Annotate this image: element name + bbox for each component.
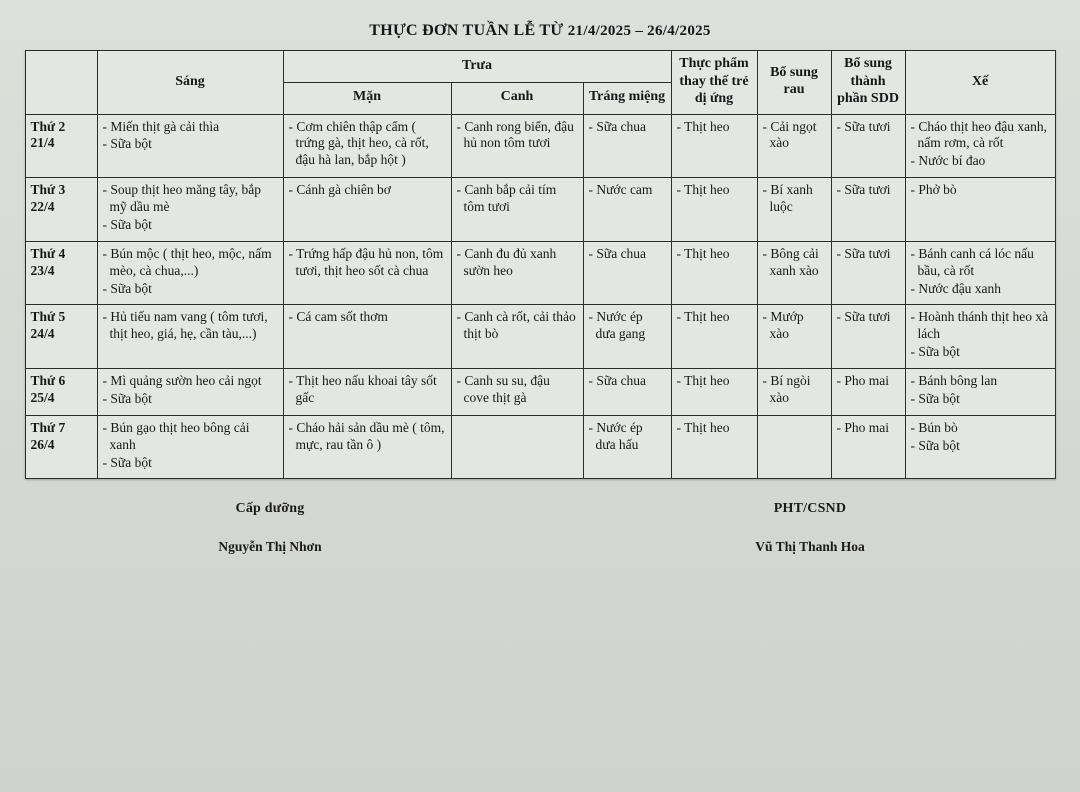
day-date: 26/4 xyxy=(30,436,55,452)
cell-thay-the xyxy=(671,114,757,178)
list-item: - Sữa chua xyxy=(588,118,647,134)
list-item: - Hủ tiếu nam vang ( tôm tươi, thịt heo, giá, hẹ, cần tàu,...) xyxy=(102,309,268,342)
item-list xyxy=(911,373,1050,408)
cell-trang-mieng xyxy=(583,305,671,369)
cell-trang-mieng xyxy=(583,415,671,479)
table-body xyxy=(25,114,1055,479)
table-row xyxy=(25,369,1055,416)
list-item: - Bí ngòi xào xyxy=(762,373,811,405)
list-item: - Phở bò xyxy=(910,182,957,198)
item-list xyxy=(677,420,752,437)
list-item: - Bánh canh cá lóc nấu bầu, cà rốt xyxy=(910,245,1034,278)
item-list xyxy=(837,420,900,437)
list-item: - Cháo thịt heo đậu xanh, nấm rơm, cà rốt xyxy=(910,118,1047,151)
day-name: Thứ 6 xyxy=(30,373,66,388)
cell-man xyxy=(283,415,451,479)
list-item: - Sữa bột xyxy=(102,216,152,232)
list-item: - Thịt heo xyxy=(676,182,730,198)
cell-sang xyxy=(97,305,283,369)
title-text: THỰC ĐƠN TUẦN LỄ TỪ xyxy=(369,22,564,39)
item-list xyxy=(457,182,578,216)
cell-canh xyxy=(451,369,583,416)
item-list xyxy=(289,182,446,199)
cell-canh xyxy=(451,114,583,178)
item-list xyxy=(911,309,1050,361)
header-day xyxy=(25,51,97,115)
item-list xyxy=(457,309,578,343)
cell-day xyxy=(25,305,97,369)
cell-sang xyxy=(97,114,283,178)
cell-canh xyxy=(451,241,583,305)
item-list xyxy=(589,373,666,390)
item-list xyxy=(677,309,752,326)
cell-xe xyxy=(905,178,1055,242)
signature-right-name: Vũ Thị Thanh Hoa xyxy=(755,539,865,555)
list-item: - Nước bí đao xyxy=(910,153,986,169)
cell-sang xyxy=(97,415,283,479)
item-list xyxy=(457,246,578,280)
signature-left-name: Nguyễn Thị Nhơn xyxy=(218,539,322,555)
cell-canh xyxy=(451,178,583,242)
cell-man xyxy=(283,305,451,369)
header-bo-sung-rau: Bổ sung rau xyxy=(757,51,831,115)
header-bo-sung-sdd: Bổ sung thành phần SDD xyxy=(831,51,905,115)
cell-trang-mieng xyxy=(583,114,671,178)
list-item: - Canh đu đủ xanh sườn heo xyxy=(456,245,557,278)
list-item: - Bún gạo thịt heo bông cải xanh xyxy=(102,419,250,452)
list-item: - Bông cải xanh xào xyxy=(762,245,819,278)
cell-bo-sung-sdd xyxy=(831,369,905,416)
page-title xyxy=(0,0,1080,40)
item-list xyxy=(589,420,666,454)
item-list xyxy=(763,246,826,280)
header-canh: Canh xyxy=(451,82,583,114)
cell-day xyxy=(25,241,97,305)
list-item: - Sữa tươi xyxy=(836,182,891,198)
cell-trang-mieng xyxy=(583,369,671,416)
item-list xyxy=(677,246,752,263)
list-item: - Sữa bột xyxy=(102,390,152,406)
list-item: - Sữa bột xyxy=(102,136,152,152)
list-item: - Thịt heo xyxy=(676,419,730,435)
item-list xyxy=(103,119,278,154)
day-name: Thứ 4 xyxy=(30,245,66,261)
cell-canh xyxy=(451,305,583,369)
item-list xyxy=(289,309,446,326)
list-item: - Bún mộc ( thịt heo, mộc, nấm mèo, cà chua,...) xyxy=(102,245,272,278)
list-item: - Cải ngọt xào xyxy=(762,118,817,151)
list-item: - Pho mai xyxy=(836,373,889,388)
item-list xyxy=(457,373,578,407)
day-date: 24/4 xyxy=(30,326,55,342)
list-item: - Cá cam sốt thơm xyxy=(288,309,388,325)
table-header-row-1 xyxy=(25,51,1055,83)
cell-sang xyxy=(97,241,283,305)
day-date: 21/4 xyxy=(30,135,55,151)
cell-bo-sung-rau xyxy=(757,369,831,416)
item-list xyxy=(911,182,1050,199)
cell-trang-mieng xyxy=(583,178,671,242)
cell-bo-sung-rau xyxy=(757,241,831,305)
cell-thay-the xyxy=(671,415,757,479)
header-thay-the: Thực phẩm thay thế trẻ dị ứng xyxy=(671,51,757,115)
item-list xyxy=(837,119,900,136)
list-item: - Hoành thánh thịt heo xà lách xyxy=(910,309,1049,342)
cell-bo-sung-rau xyxy=(757,178,831,242)
cell-canh xyxy=(451,415,583,479)
list-item: - Mướp xào xyxy=(762,309,804,342)
item-list xyxy=(589,119,666,136)
list-item: - Nước đậu xanh xyxy=(910,280,1002,296)
cell-day xyxy=(25,114,97,178)
item-list xyxy=(589,309,666,343)
list-item: - Sữa bột xyxy=(910,344,960,360)
day-name: Thứ 7 xyxy=(30,419,66,435)
list-item: - Thịt heo nấu khoai tây sốt gấc xyxy=(288,373,437,405)
list-item: - Canh bắp cải tím tôm tươi xyxy=(456,182,557,214)
item-list xyxy=(763,119,826,153)
cell-bo-sung-sdd xyxy=(831,241,905,305)
list-item: - Canh rong biển, đậu hủ non tôm tươi xyxy=(456,118,574,151)
header-xe: Xế xyxy=(905,51,1055,115)
cell-xe xyxy=(905,415,1055,479)
item-list xyxy=(289,119,446,170)
item-list xyxy=(911,246,1050,298)
cell-bo-sung-rau xyxy=(757,415,831,479)
day-date: 23/4 xyxy=(30,262,55,278)
table-row xyxy=(25,114,1055,178)
list-item: - Sữa bột xyxy=(910,437,960,453)
cell-xe xyxy=(905,241,1055,305)
cell-day xyxy=(25,178,97,242)
cell-man xyxy=(283,178,451,242)
signature-left xyxy=(110,501,430,555)
cell-day xyxy=(25,415,97,479)
list-item: - Sữa tươi xyxy=(836,118,891,134)
header-trang-mieng: Tráng miệng xyxy=(583,82,671,114)
list-item: - Mì quảng sườn heo cải ngọt xyxy=(102,373,262,388)
item-list xyxy=(837,373,900,390)
item-list xyxy=(103,182,278,234)
list-item: - Trứng hấp đậu hủ non, tôm tươi, thịt heo sốt cà chua xyxy=(288,245,444,278)
cell-bo-sung-sdd xyxy=(831,178,905,242)
list-item: - Bí xanh luộc xyxy=(762,182,813,214)
item-list xyxy=(589,246,666,263)
cell-man xyxy=(283,369,451,416)
item-list xyxy=(911,420,1050,455)
list-item: - Pho mai xyxy=(836,419,889,435)
table-row xyxy=(25,415,1055,479)
list-item: - Nước ép dưa gang xyxy=(588,309,646,342)
day-date: 25/4 xyxy=(30,389,55,405)
item-list xyxy=(289,373,446,407)
list-item: - Cánh gà chiên bơ xyxy=(288,182,391,198)
item-list xyxy=(677,373,752,390)
list-item: - Thịt heo xyxy=(676,309,730,325)
list-item: - Sữa chua xyxy=(588,245,647,261)
item-list xyxy=(289,420,446,454)
item-list xyxy=(589,182,666,199)
signature-right-role: PHT/CSND xyxy=(773,501,847,517)
cell-xe xyxy=(905,114,1055,178)
list-item: - Bánh bông lan xyxy=(910,373,998,388)
cell-man xyxy=(283,241,451,305)
item-list xyxy=(103,420,278,472)
list-item: - Thịt heo xyxy=(676,373,730,388)
day-name: Thứ 2 xyxy=(30,118,66,134)
day-name: Thứ 5 xyxy=(30,309,66,325)
list-item: - Sữa tươi xyxy=(836,309,891,325)
list-item: - Nước ép dưa hấu xyxy=(588,419,643,452)
cell-thay-the xyxy=(671,241,757,305)
list-item: - Nước cam xyxy=(588,182,653,198)
weekly-menu-table xyxy=(25,50,1056,479)
list-item: - Sữa tươi xyxy=(836,245,891,261)
list-item: - Sữa bột xyxy=(102,280,152,296)
cell-bo-sung-sdd xyxy=(831,305,905,369)
list-item: - Soup thịt heo măng tây, bắp mỹ dầu mè xyxy=(102,182,261,214)
cell-thay-the xyxy=(671,369,757,416)
cell-bo-sung-rau xyxy=(757,305,831,369)
day-name: Thứ 3 xyxy=(30,182,66,198)
cell-bo-sung-sdd xyxy=(831,114,905,178)
cell-sang xyxy=(97,369,283,416)
item-list xyxy=(457,119,578,153)
cell-bo-sung-sdd xyxy=(831,415,905,479)
list-item: - Thịt heo xyxy=(676,245,730,261)
list-item: - Miến thịt gà cải thìa xyxy=(102,118,220,134)
cell-bo-sung-rau xyxy=(757,114,831,178)
item-list xyxy=(103,373,278,408)
list-item: - Canh cà rốt, cải thảo thịt bò xyxy=(456,309,576,342)
list-item: - Sữa chua xyxy=(588,373,647,388)
list-item: - Sữa bột xyxy=(102,454,152,470)
list-item: - Sữa bột xyxy=(910,390,960,406)
item-list xyxy=(103,246,278,298)
item-list xyxy=(837,182,900,199)
item-list xyxy=(763,373,826,407)
item-list xyxy=(289,246,446,280)
item-list xyxy=(677,182,752,199)
cell-thay-the xyxy=(671,305,757,369)
item-list xyxy=(103,309,278,343)
item-list xyxy=(763,182,826,216)
list-item: - Cháo hải sản dầu mè ( tôm, mực, rau tần ô ) xyxy=(288,419,445,452)
header-man: Mặn xyxy=(283,82,451,114)
signature-area xyxy=(110,501,970,555)
cell-trang-mieng xyxy=(583,241,671,305)
list-item: - Cơm chiên thập cẩm ( trứng gà, thịt heo, cà rốt, đậu hà lan, bắp hột ) xyxy=(288,118,429,168)
header-trua: Trưa xyxy=(283,51,671,83)
title-date-range: 21/4/2025 – 26/4/2025 xyxy=(567,23,711,39)
cell-thay-the xyxy=(671,178,757,242)
list-item: - Thịt heo xyxy=(676,118,730,134)
cell-man xyxy=(283,114,451,178)
header-sang: Sáng xyxy=(97,51,283,115)
item-list xyxy=(837,309,900,326)
day-date: 22/4 xyxy=(30,199,55,214)
item-list xyxy=(837,246,900,263)
list-item: - Bún bò xyxy=(910,419,958,435)
cell-xe xyxy=(905,305,1055,369)
list-item: - Canh su su, đậu cove thịt gà xyxy=(456,373,550,405)
item-list xyxy=(911,119,1050,171)
signature-left-role: Cấp dưỡng xyxy=(235,501,305,517)
table-row xyxy=(25,178,1055,242)
cell-day xyxy=(25,369,97,416)
table-row xyxy=(25,305,1055,369)
cell-sang xyxy=(97,178,283,242)
cell-xe xyxy=(905,369,1055,416)
item-list xyxy=(677,119,752,136)
signature-right xyxy=(650,501,970,555)
item-list xyxy=(763,309,826,343)
table-row xyxy=(25,241,1055,305)
